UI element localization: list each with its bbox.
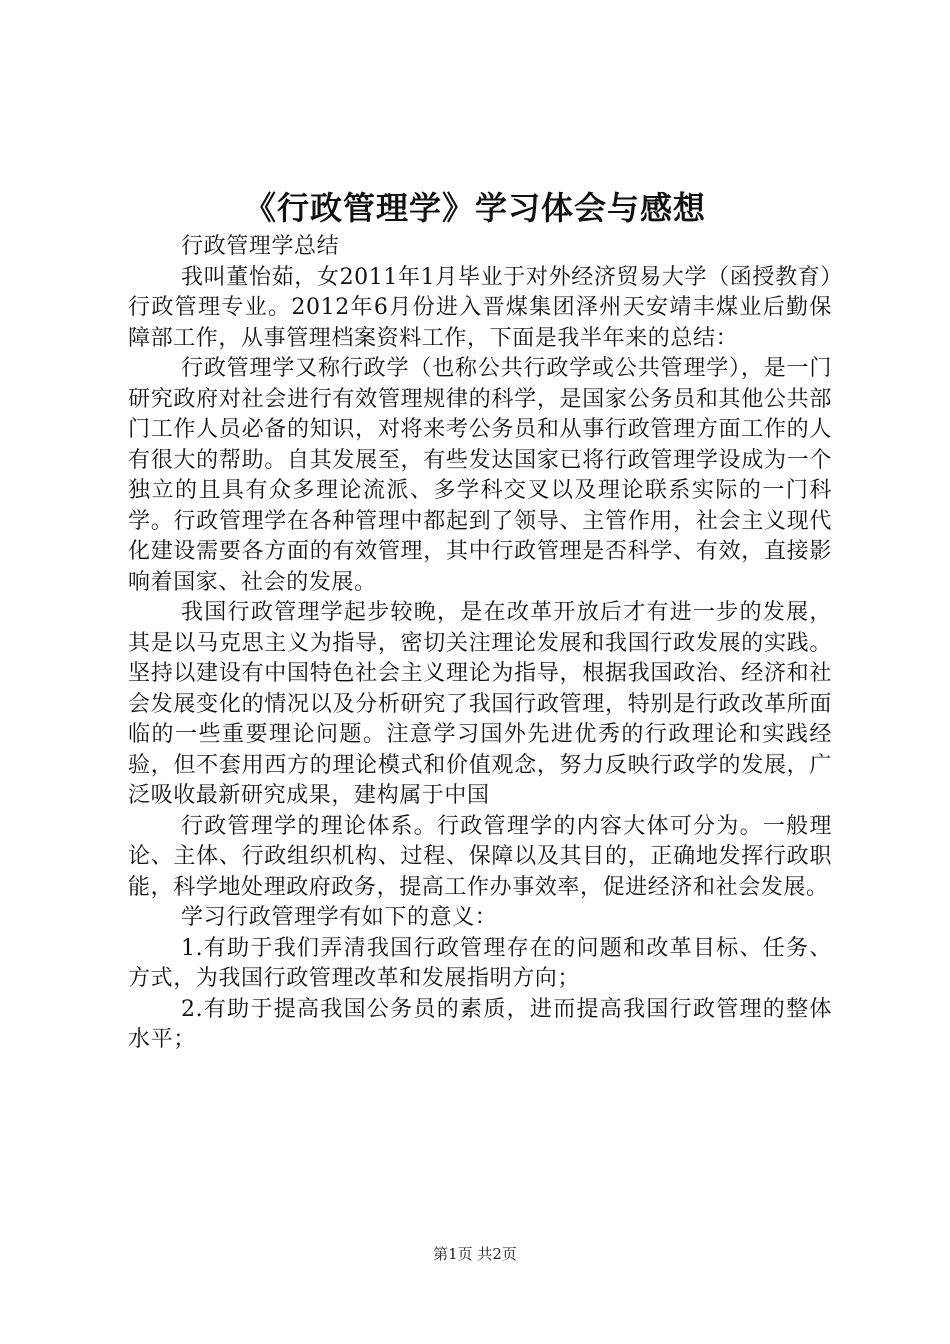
page-number-footer: 第1页 共2页	[433, 1245, 517, 1263]
document-title: 《行政管理学》学习体会与感想	[243, 189, 706, 227]
paragraph-heading: 行政管理学总结	[181, 234, 340, 259]
paragraph-definition: 行政管理学又称行政学（也称公共行政学或公共管理学），是一门研究政府对社会进行有效管理规律的科学，是国家公务员和其他公共部门工作人员必备的知识，对将来考公务员和从事行政管理方面工作的人有很大的帮助。自其发展至，有些发达国家已将行政管理学设成为一个独立的且具有众多理论流派、多学科交叉以及理论联系实际的一门科学。行政管理学在各种管理中都起到了领导、主管作用，社会主义现代化建设需要各方面的有效管理，其中行政管理是否科学、有效，直接影响着国家、社会的发展。	[128, 356, 832, 595]
document-body	[128, 232, 832, 1056]
paragraph-theory: 行政管理学的理论体系。行政管理学的内容大体可分为。一般理论、主体、行政组织机构、过程、保障以及其目的，正确地发挥行政职能，科学地处理政府政务，提高工作办事效率，促进经济和社会发展。	[128, 813, 832, 900]
list-item-2: 2.有助于提高我国公务员的素质，进而提高我国行政管理的整体水平；	[128, 996, 832, 1052]
paragraph-significance: 学习行政管理学有如下的意义：	[181, 905, 498, 930]
list-item-1: 1.有助于我们弄清我国行政管理存在的问题和改革目标、任务、方式，为我国行政管理改革和发展指明方向；	[128, 935, 832, 991]
paragraph-history: 我国行政管理学起步较晚，是在改革开放后才有进一步的发展，其是以马克思主义为指导，密切关注理论发展和我国行政发展的实践。坚持以建设有中国特色社会主义理论为指导，根据我国政治、经济和社会发展变化的情况以及分析研究了我国行政管理，特别是行政改革所面临的一些重要理论问题。注意学习国外先进优秀的行政理论和实践经验，但不套用西方的理论模式和价值观念，努力反映行政学的发展，广泛吸收最新研究成果，建构属于中国	[128, 600, 832, 808]
paragraph-intro: 我叫董怡茹，女2011年1月毕业于对外经济贸易大学（函授教育）行政管理专业。2012年6月份进入晋煤集团泽州天安靖丰煤业后勤保障部工作，从事管理档案资料工作，下面是我半年来的总结：	[128, 264, 832, 351]
